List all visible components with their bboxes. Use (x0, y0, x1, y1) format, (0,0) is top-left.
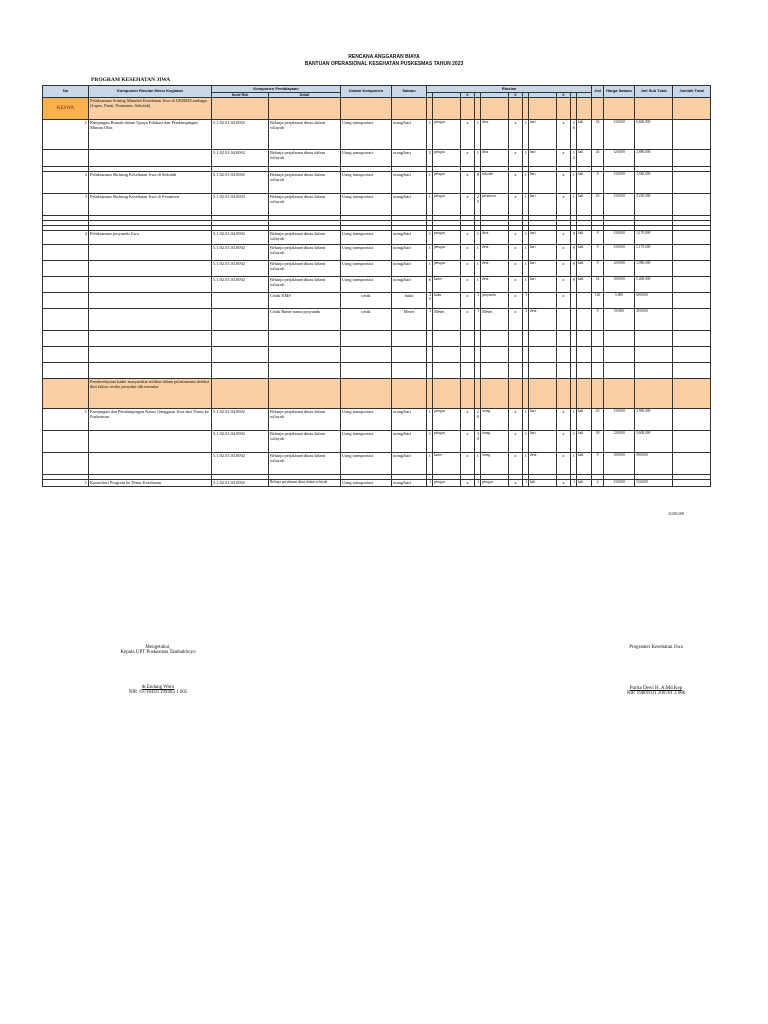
sig-left-line1: Mengetahui, (145, 645, 171, 650)
budget-table (42, 85, 711, 487)
col-total: Jumlah Total (673, 86, 711, 98)
table-row: 1 Konsultasi Program ke Dinas Kesehatan 5.1.02.01.04.0002 Belanja perjalanan dinas dalam wilayah Uang transportasi orang/hari 1 petugas x 1 petugas x 1 kali x 1 kali 4 130,000 520,000 (43, 480, 711, 487)
sig-right-nip: NIP. 19801031 200701 2 006 (626, 691, 686, 696)
document-title: RENCANA ANGGARAN BIAYA (348, 54, 420, 60)
col-satuan: Satuan (392, 86, 427, 98)
row-group-d (43, 231, 711, 379)
table-row: Cetak KMS cetak buku 40 buku x 3 posyandu x 1 x 120 5,000 600,000 (43, 293, 711, 309)
table-row: 5.1.02.01.04.0002 Belanja perjalanan dinas dalam wilayah Uang transportasi orang/hari 2 petugas x 1 desa x 1 hari x 12 kali 24 120,000 2,880,000 (43, 150, 711, 167)
col-uraian: Uraian Komponen (341, 86, 392, 98)
sig-right-name: Purita Dewi H. A.Md.Kep (629, 686, 683, 691)
grand-total: 32,000,000 (668, 512, 685, 516)
sig-right-line1: Programer Kesehatan Jiwa (629, 645, 683, 650)
sig-left-name: dr.Endang Woro (141, 685, 175, 690)
row-group-a (43, 120, 711, 172)
document-subtitle: BANTUAN OPERASIONAL KESEHATAN PUSKESMAS TAHUN 2023 (304, 61, 464, 67)
table-row: 1 Kunjungan Rumah dalam Upaya Edukasi dan Pendampingan Minum Obat 5.1.02.01.04.0002 Belanja perjalanan dinas dalam wilayah Uang transportasi orang/hari 1 petugas x 1 desa x 1 hari x 26 kali 26 130,000 6,600,000 (43, 120, 711, 150)
col-x3: X (557, 93, 571, 98)
col-detail: Detail (269, 93, 341, 98)
col-jml: Jml (592, 86, 604, 98)
row-group-b (43, 172, 711, 231)
section-row (43, 98, 711, 120)
section-title: Pelaksanaan Srining Masalah Kesehatan Jiwa di UKBM/Lembaga (Lapas, Panti, Pesantren, Sekolah) (89, 98, 212, 120)
table-row: 4 Pelaksanaan posyandu Jiwa 5.1.02.01.04.0002 Belanja perjalanan dinas dalam wilayah Uang transportasi orang/hari 1 petugas x 1 desa x 1 hari x 9 kali 9 130,000 1,170,000 (43, 231, 711, 245)
col-pembiayaan: Komponen Pembiayaan (212, 86, 341, 93)
table-row: 5.1.02.01.04.0002 Belanja perjalanan dinas dalam wilayah Uang transportasi orang/hari 1 petugas x 1 desa x 1 hari x 9 kali 9 130,000 1,170,000 (43, 245, 711, 261)
row-group-e (43, 409, 711, 487)
table-row: Cetak Baner nama posyandu cetak Meter 3 Meter x 1 Meter x 3 desa 9 50,000 450,000 (43, 309, 711, 331)
table-row: 5.1.02.01.04.0002 Belanja perjalanan dinas dalam wilayah Uang transportasi orang/hari 1 petugas x 1 desa x 1 hari x 9 kali 9 120,000 1,080,000 (43, 261, 711, 277)
section-code: KESWA (43, 98, 89, 120)
signature-right (596, 645, 716, 696)
col-rincian: Rincian (427, 86, 592, 93)
section-row (43, 379, 711, 409)
col-komponen: Komponen Rincian Menu Kegiatan (89, 86, 212, 98)
col-x1: X (461, 93, 475, 98)
table-row: 5.1.02.01.04.0002 Belanja perjalanan dinas dalam wilayah Uang transportasi orang/hari 6 kader x 1 desa x 1 hari x 9 kali 54 100,000 5,400,000 (43, 277, 711, 293)
header-row (43, 86, 711, 93)
sig-left-line2: Kepala UPT Puskesmas Tambakboyo (120, 650, 196, 655)
col-no: No (43, 86, 89, 98)
section-title: Pemberdayaan kader masyarakat terlibat dalam pelaksanaan deteksi dini faktor resiko penyakit tdk menular (89, 379, 212, 409)
table-row: 1 Kunjungan dan Pendampingan Kasus Gangguan Jiwa dari Dinas ke Puskesmas 5.1.02.01.04.0002 Belanja perjalanan dinas dalam wilayah Uang transportasi orang/hari 1 petugas x 20 orang x 1 hari x 1 kali 20 130,000 3,900,000 (43, 409, 711, 431)
sig-left-nip: NIP. 19710410 199403 1 005 (128, 690, 188, 695)
col-kode: Kode Rek (212, 93, 269, 98)
col-x2: X (509, 93, 523, 98)
program-title: PROGRAM KESEHATAN JIWA (91, 77, 171, 83)
col-subtotal: Jml Sub Total (635, 86, 673, 98)
col-harga: Harga Satuan (604, 86, 635, 98)
table-row: 3 Pelaksanaan Skrining Kesehatan Jiwa di Pesantren 5.1.02.01.04.0003 Belanja perjalanan dinas dalam wilayah Uang transportasi orang/hari 1 petugas x 25 pesantren x 1 hari x 1 kali 25 130,000 3,250,000 (43, 194, 711, 216)
table-row: 5.1.02.01.04.0002 Belanja perjalanan dinas dalam wilayah Uang transportasi orang/hari 1 kader x 1 orang x 1 desa x 1 kali 9 100,000 900,000 (43, 453, 711, 475)
table-row: 5.1.02.01.04.0002 Belanja perjalanan dinas dalam wilayah Uang transportasi orang/hari 1 petugas x 30 orang x 1 hari x 1 kali 30 120,000 3,600,000 (43, 431, 711, 453)
signature-left (98, 645, 218, 695)
table-row: 2 Pelaksanaan Skrining Kesehatan Jiwa di Sekolah 5.1.02.01.04.0002 Belanja perjalanan dinas dalam wilayah Uang transportasi orang/hari 1 petugas x 8 sekolah x 1 hari x 1 kali 8 130,000 1,040,000 (43, 172, 711, 194)
